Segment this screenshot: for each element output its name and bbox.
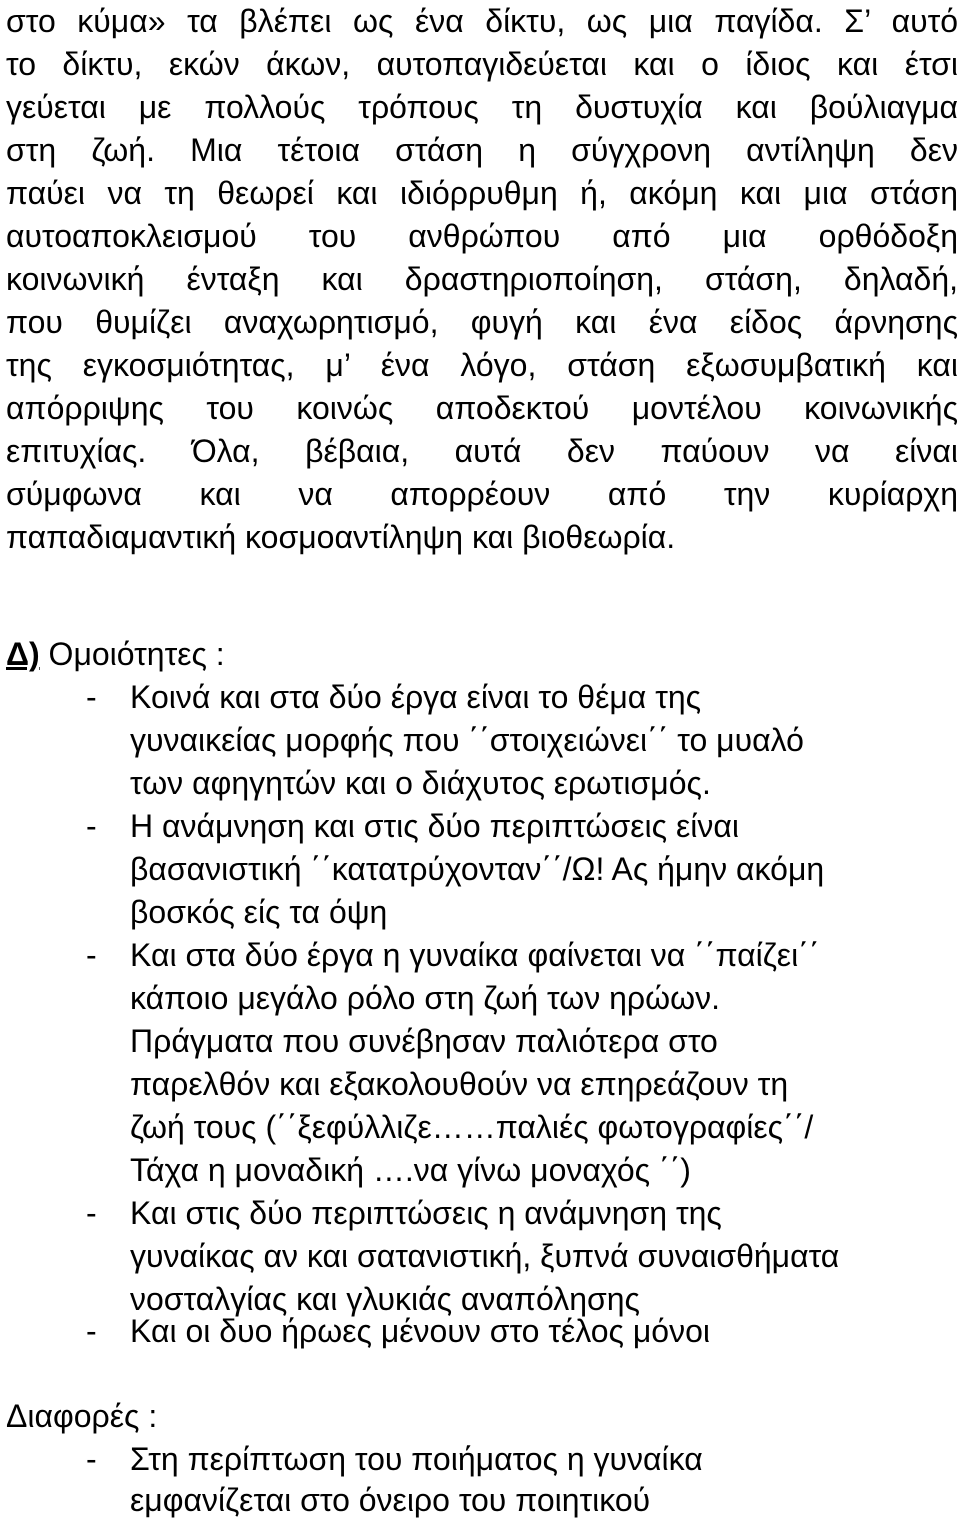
list-item-line: των αφηγητών και ο διάχυτος ερωτισμός. xyxy=(130,765,711,801)
paragraph-line: της εγκοσμιότητας, μ’ ένα λόγο, στάση εξωσυμβατική και xyxy=(6,347,958,383)
list-dash: - xyxy=(86,808,97,844)
list-item-line: ζωή τους (΄΄ξεφύλλιζε……παλιές φωτογραφίες΄΄/ xyxy=(130,1109,814,1145)
similarities-heading-text: Ομοιότητες : xyxy=(39,636,225,672)
list-item-line: Και στα δύο έργα η γυναίκα φαίνεται να ΄΄παίζει΄΄ xyxy=(130,937,820,973)
paragraph-line: στο κύμα» τα βλέπει ως ένα δίκτυ, ως μια παγίδα. Σ’ αυτό xyxy=(6,3,958,39)
list-dash: - xyxy=(86,679,97,715)
paragraph-line: παύει να τη θεωρεί και ιδιόρρυθμη ή, ακόμη και μια στάση xyxy=(6,175,958,211)
list-dash: - xyxy=(86,937,97,973)
paragraph-line: που θυμίζει αναχωρητισμό, φυγή και ένα είδος άρνησης xyxy=(6,304,958,340)
paragraph-line: το δίκτυ, εκών άκων, αυτοπαγιδεύεται και ο ίδιος και έτσι xyxy=(6,46,958,82)
paragraph-line: παπαδιαμαντική κοσμοαντίληψη και βιοθεωρία. xyxy=(6,519,676,555)
list-item-line: γυναίκας αν και σατανιστική, ξυπνά συναισθήματα xyxy=(130,1238,840,1274)
list-dash: - xyxy=(86,1441,97,1477)
paragraph-line: γεύεται με πολλούς τρόπους τη δυστυχία και βούλιαγμα xyxy=(6,89,958,125)
list-dash: - xyxy=(86,1195,97,1231)
list-item-line: γυναικείας μορφής που ΄΄στοιχειώνει΄΄ το μυαλό xyxy=(130,722,804,758)
paragraph-line: επιτυχίας. Όλα, βέβαια, αυτά δεν παύουν να είναι xyxy=(6,433,958,469)
paragraph-line: απόρριψης του κοινώς αποδεκτού μοντέλου κοινωνικής xyxy=(6,390,958,426)
list-item-line: Κοινά και στα δύο έργα είναι το θέμα της xyxy=(130,679,702,715)
paragraph-line: κοινωνική ένταξη και δραστηριοποίηση, στάση, δηλαδή, xyxy=(6,261,958,297)
paragraph-line: σύμφωνα και να απορρέουν από την κυρίαρχη xyxy=(6,476,958,512)
differences-heading: Διαφορές : xyxy=(6,1398,158,1434)
list-item-line: νοσταλγίας και γλυκιάς αναπόλησης xyxy=(130,1281,640,1317)
list-item-line: κάποιο μεγάλο ρόλο στη ζωή των ηρώων. xyxy=(130,980,720,1016)
section-marker: Δ) xyxy=(6,636,40,672)
list-item-line: Στη περίπτωση του ποιήματος η γυναίκα xyxy=(130,1441,703,1477)
similarities-heading xyxy=(6,633,225,676)
list-dash: - xyxy=(86,1313,97,1349)
list-item-line: Και στις δύο περιπτώσεις η ανάμνηση της xyxy=(130,1195,722,1231)
list-item-line: βασανιστική ΄΄κατατρύχονταν΄΄/Ω! Ας ήμην ακόμη xyxy=(130,851,825,887)
list-item-line: παρελθόν και εξακολουθούν να επηρεάζουν τη xyxy=(130,1066,789,1102)
list-item-line: Τάχα η μοναδική ….να γίνω μοναχός ΄΄) xyxy=(130,1152,691,1188)
paragraph-line: αυτοαποκλεισμού του ανθρώπου από μια ορθόδοξη xyxy=(6,218,958,254)
list-item-line: βοσκός είς τα όψη xyxy=(130,894,388,930)
list-item-line: εμφανίζεται στο όνειρο του ποιητικού xyxy=(130,1482,651,1518)
paragraph-line: στη ζωή. Μια τέτοια στάση η σύγχρονη αντίληψη δεν xyxy=(6,132,958,168)
list-item-line: Και οι δυο ήρωες μένουν στο τέλος μόνοι xyxy=(130,1313,710,1349)
list-item-line: Η ανάμνηση και στις δύο περιπτώσεις είναι xyxy=(130,808,739,844)
list-item-line: Πράγματα που συνέβησαν παλιότερα στο xyxy=(130,1023,718,1059)
